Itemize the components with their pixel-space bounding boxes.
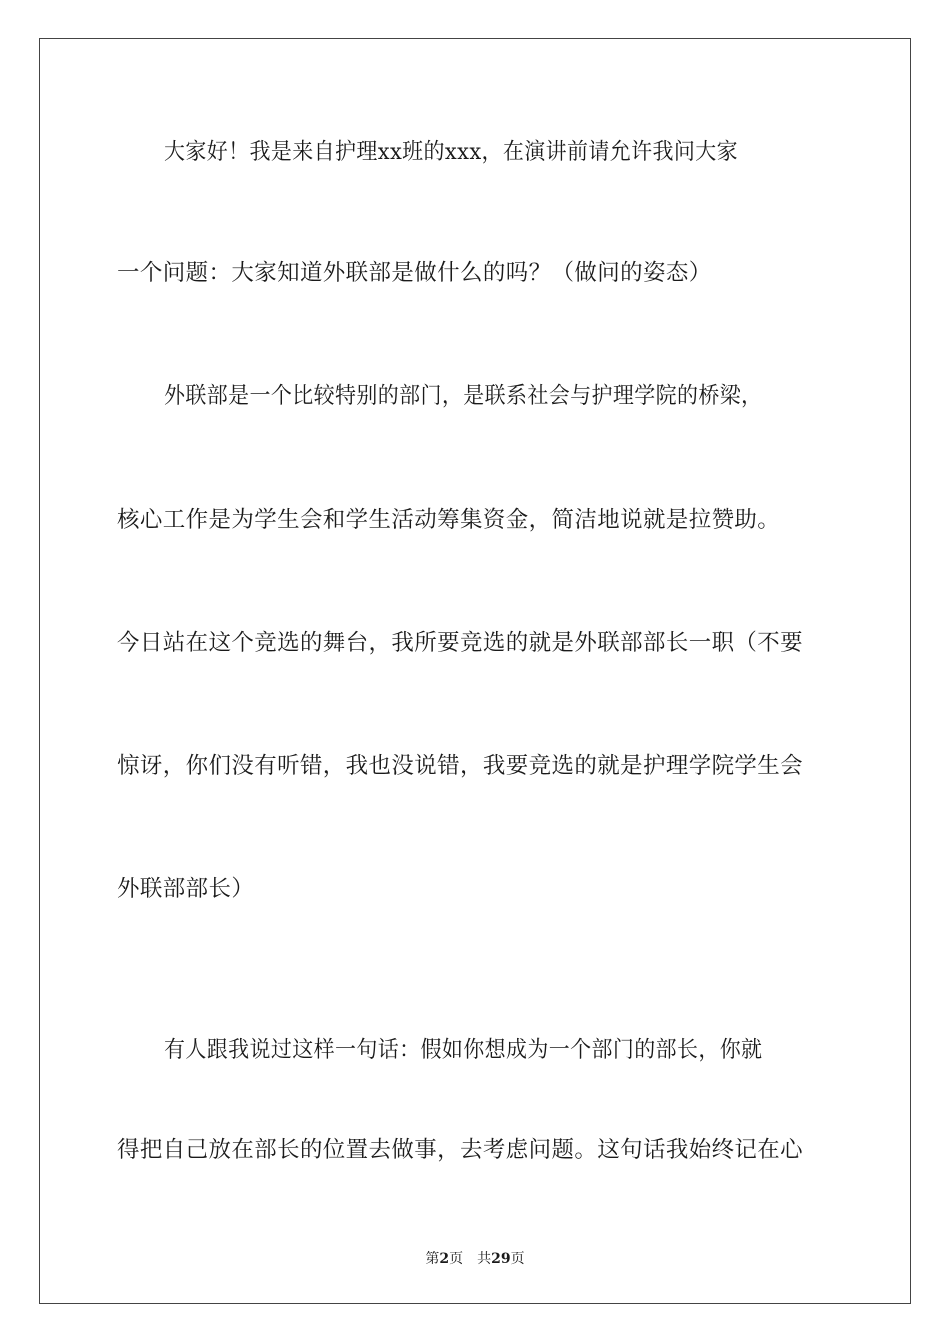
paragraph-2-line-1: 外联部是一个比较特别的部门，是联系社会与护理学院的桥梁， xyxy=(164,383,763,409)
page-border xyxy=(39,38,911,1304)
page-footer xyxy=(0,1250,950,1268)
page-prefix: 第 xyxy=(425,1251,440,1267)
paragraph-1-line-2: 一个问题：大家知道外联部是做什么的吗？（做问的姿态） xyxy=(117,260,712,286)
paragraph-2-line-5: 外联部部长） xyxy=(117,876,255,902)
total-prefix: 共 xyxy=(477,1251,492,1267)
paragraph-3-line-2: 得把自己放在部长的位置去做事，去考虑问题。这句话我始终记在心 xyxy=(117,1137,804,1163)
paragraph-1-line-1: 大家好！我是来自护理xx班的xxx，在演讲前请允许我问大家 xyxy=(164,139,739,165)
paragraph-2-line-2: 核心工作是为学生会和学生活动筹集资金，简洁地说就是拉赞助。 xyxy=(117,507,781,533)
total-suffix: 页 xyxy=(510,1251,525,1267)
paragraph-2-line-3: 今日站在这个竞选的舞台，我所要竞选的就是外联部部长一职（不要 xyxy=(117,630,804,656)
page-number: 2 xyxy=(439,1251,450,1267)
total-pages: 29 xyxy=(491,1251,511,1267)
page-suffix: 页 xyxy=(449,1251,464,1267)
paragraph-3-line-1: 有人跟我说过这样一句话：假如你想成为一个部门的部长，你就 xyxy=(164,1037,763,1063)
paragraph-2-line-4: 惊讶，你们没有听错，我也没说错，我要竞选的就是护理学院学生会 xyxy=(117,753,804,779)
